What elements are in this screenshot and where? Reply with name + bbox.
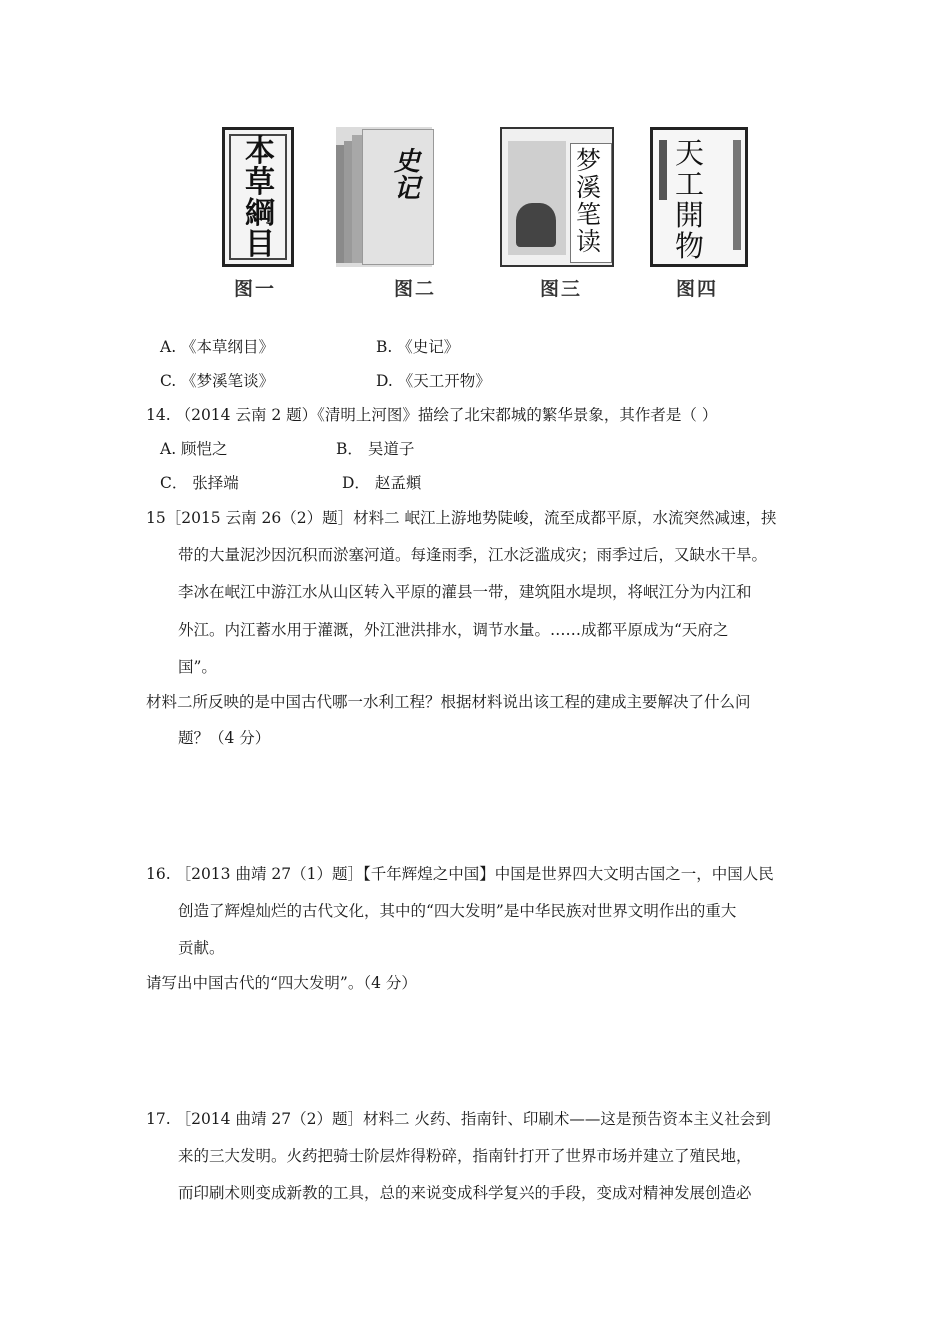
shiji-cover	[336, 127, 432, 267]
shiji-cover-text: 史记	[394, 147, 421, 204]
figure-caption-2: 图二	[394, 278, 437, 300]
q17-line-1: 17. ［2014 曲靖 27（2）题］材料二 火药、指南针、印刷术——这是预告资本主义社会到	[146, 1110, 771, 1128]
figure-caption-4: 图四	[676, 278, 719, 300]
q15-line-3: 李冰在岷江中游江水从山区转入平原的灌县一带，建筑阻水堤坝，将岷江分为内江和	[178, 583, 752, 601]
q14-stem: 14. （2014 云南 2 题）《清明上河图》描绘了北宋都城的繁华景象，其作者是（ ）	[146, 406, 718, 424]
q16-line-2: 创造了辉煌灿烂的古代文化，其中的“四大发明”是中华民族对世界文明作出的重大	[178, 902, 737, 920]
q13-option-b: B. 《史记》	[376, 338, 460, 356]
q16-line-3: 贡献。	[178, 939, 225, 957]
q13-option-d: D. 《天工开物》	[376, 372, 491, 390]
q13-option-a: A. 《本草纲目》	[160, 338, 275, 356]
q13-option-c: C. 《梦溪笔谈》	[160, 372, 275, 390]
q15-line-5: 国”。	[178, 658, 217, 676]
mengxi-bitan-cover	[500, 127, 614, 267]
bencao-cover-text: 本草綱目	[245, 134, 275, 262]
q16-question: 请写出中国古代的“四大发明”。（4 分）	[146, 974, 417, 992]
q17-line-2: 来的三大发明。火药把骑士阶层炸得粉碎，指南针打开了世界市场并建立了殖民地，	[178, 1147, 752, 1165]
q14-option-d: D． 赵孟頫	[342, 474, 422, 492]
q15-question-line-2: 题？（4 分）	[178, 729, 271, 747]
figure-caption-1: 图一	[234, 278, 277, 300]
q14-option-a: A. 顾恺之	[160, 440, 228, 458]
q14-option-b: B． 吴道子	[336, 440, 415, 458]
bencao-gangmu-cover	[222, 127, 294, 267]
q15-line-4: 外江。内江蓄水用于灌溉，外江泄洪排水，调节水量。……成都平原成为“天府之	[178, 621, 729, 639]
q15-line-2: 带的大量泥沙因沉积而淤塞河道。每逢雨季，江水泛滥成灾；雨季过后，又缺水干旱。	[178, 546, 768, 564]
q15-question-line-1: 材料二所反映的是中国古代哪一水利工程？根据材料说出该工程的建成主要解决了什么问	[146, 693, 751, 711]
tiangong-cover-text: 天工開物	[675, 136, 705, 263]
book-covers-figure	[218, 122, 752, 302]
q16-line-1: 16. ［2013 曲靖 27（1）题］【千年辉煌之中国】中国是世界四大文明古国之一，中国人民	[146, 865, 774, 883]
q14-option-c: C． 张择端	[160, 474, 239, 492]
mengxi-cover-text: 梦溪笔读	[576, 146, 602, 256]
q17-line-3: 而印刷术则变成新教的工具，总的来说变成科学复兴的手段，变成对精神发展创造必	[178, 1184, 752, 1202]
q15-line-1: 15［2015 云南 26（2）题］材料二 岷江上游地势陡峻，流至成都平原，水流突然减速，挟	[146, 509, 777, 527]
figure-caption-3: 图三	[540, 278, 583, 300]
tiangong-kaiwu-cover	[650, 127, 748, 267]
